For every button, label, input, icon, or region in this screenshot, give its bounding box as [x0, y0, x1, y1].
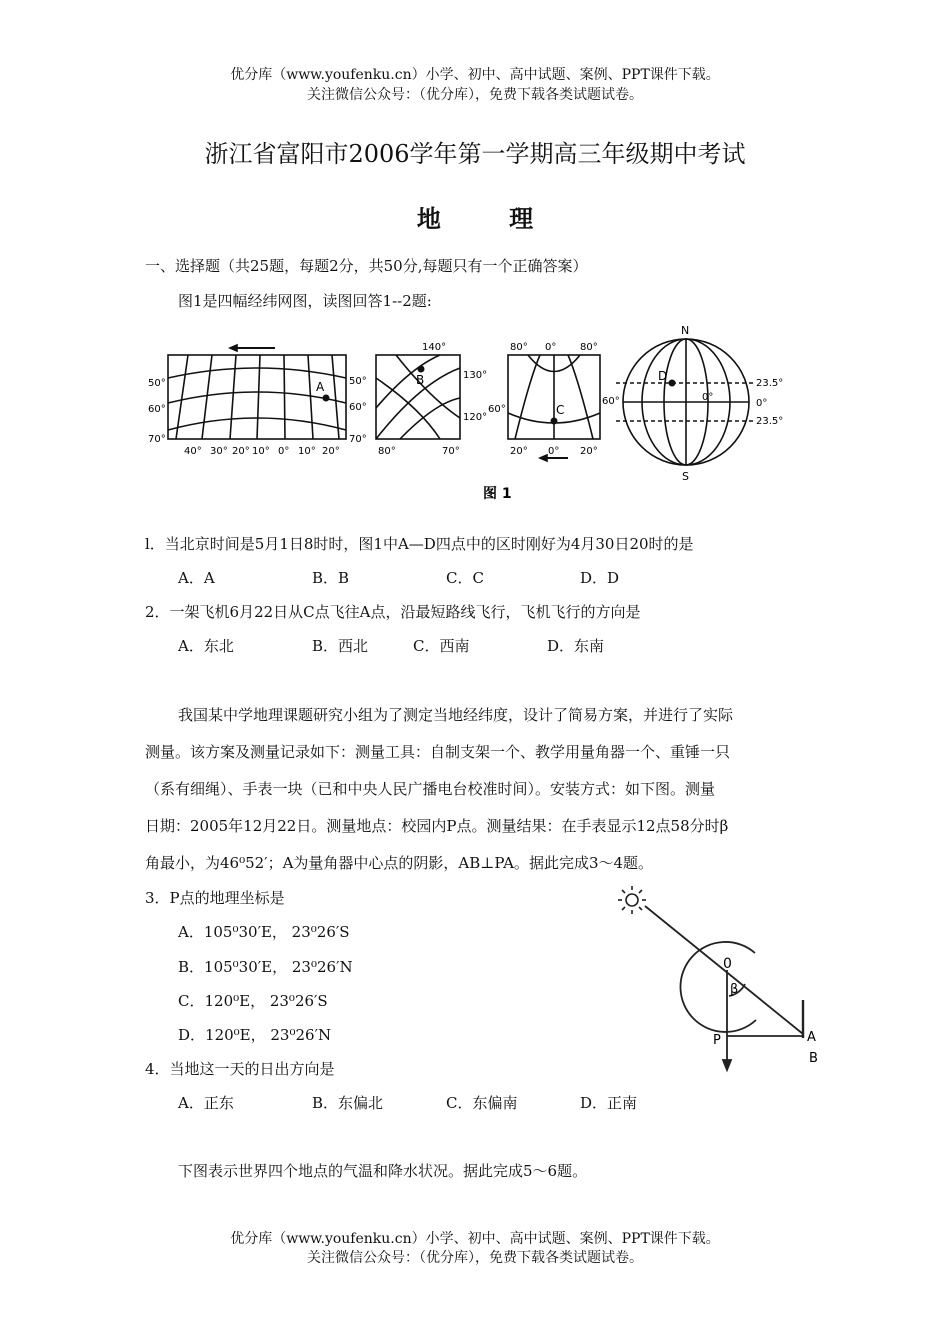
map1-lon-5: 0° — [278, 446, 290, 457]
footer-line-2: 关注微信公众号：（优分库），免费下载各类试题试卷。 — [307, 1250, 643, 1266]
q1-option-d: D．D — [580, 569, 620, 587]
map1-lon-6: 10° — [298, 446, 316, 457]
q4-option-d: D．正南 — [580, 1094, 638, 1112]
diagram-label-a: A — [807, 1030, 816, 1045]
q1-option-c: C．C — [446, 569, 484, 587]
map2-bottom-lon-2: 70° — [442, 446, 460, 457]
map2-bottom-lon-1: 80° — [378, 446, 396, 457]
header-line-1: 优分库（www.youfenku.cn）小学、初中、高中试题、案例、PPT课件下载。 — [230, 67, 720, 83]
map1-left-lat-1: 50° — [148, 378, 166, 389]
map1-right-lat-2: 60° — [349, 402, 367, 413]
map2-right-lat-2: 120° — [463, 412, 488, 423]
question-1-stem: l．当北京时间是5月1日8时时，图1中A—D四点中的区时刚好为4月30日20时的是 — [145, 535, 694, 553]
q2-option-c: C．西南 — [413, 637, 470, 655]
question-3-stem: 3．P点的地理坐标是 — [145, 889, 285, 907]
passage-line-5: 角最小，为46⁰52′；A为量角器中心点的阴影，AB⊥PA。据此完成3～4题。 — [145, 854, 654, 872]
diagram-label-b: B — [809, 1051, 818, 1066]
map-4 — [616, 339, 756, 465]
q3-option-a: A．105⁰30′E， 23⁰26′S — [178, 923, 350, 941]
map3-point-label: C — [556, 403, 565, 417]
map2-point — [418, 366, 425, 373]
map3-bottom-lon-3: 20° — [580, 446, 598, 457]
question-4-stem: 4．当地这一天的日出方向是 — [145, 1060, 335, 1078]
map3-bottom-lon-2: 0° — [548, 446, 560, 457]
q2-option-b: B．西北 — [312, 637, 369, 655]
map4-point-label: D — [658, 369, 668, 383]
map3-top-lon-1: 80° — [510, 342, 528, 353]
map3-left-lat: 60° — [488, 404, 506, 415]
q4-option-a: A．正东 — [178, 1094, 234, 1112]
map3-top-lon-3: 80° — [580, 342, 598, 353]
q1-option-a: A．A — [178, 569, 215, 587]
map2-top-lon: 140° — [422, 342, 447, 353]
q3-option-b: B．105⁰30′E， 23⁰26′N — [178, 958, 353, 976]
map1-point-label: A — [316, 380, 325, 394]
next-section-intro: 下图表示世界四个地点的气温和降水状况。据此完成5～6题。 — [178, 1162, 588, 1180]
map1-lon-3: 20° — [232, 446, 250, 457]
map3-bottom-lon-1: 20° — [510, 446, 528, 457]
map2-right-lat-1: 130° — [463, 370, 488, 381]
q2-option-d: D．东南 — [547, 637, 605, 655]
diagram-label-o: 0 — [723, 956, 732, 972]
diagram-lines — [645, 906, 803, 1070]
figure-1 — [140, 318, 800, 508]
map1-lon-7: 20° — [322, 446, 340, 457]
map1-right-lat-1: 50° — [349, 376, 367, 387]
map1-lon-2: 30° — [210, 446, 228, 457]
map3-top-lon-2: 0° — [545, 342, 557, 353]
diagram-label-beta: β — [730, 982, 739, 997]
map4-point — [669, 380, 676, 387]
q2-option-a: A．东北 — [178, 637, 234, 655]
header-line-2: 关注微信公众号：（优分库），免费下载各类试题试卷。 — [307, 87, 643, 103]
passage-line-1: 我国某中学地理课题研究小组为了测定当地经纬度，设计了简易方案，并进行了实际 — [178, 706, 734, 724]
map4-center-label: 0° — [702, 392, 714, 403]
footer-line-1: 优分库（www.youfenku.cn）小学、初中、高中试题、案例、PPT课件下载。 — [230, 1231, 720, 1247]
map3-right-lat: 60° — [602, 396, 620, 407]
map1-right-lat-3: 70° — [349, 434, 367, 445]
figure-caption: 图 1 — [483, 486, 512, 502]
diagram-label-p: P — [713, 1033, 721, 1048]
map4-north: N — [681, 324, 690, 337]
map1-point — [323, 395, 330, 402]
q3-option-d: D．120⁰E， 23⁰26′N — [178, 1026, 332, 1044]
subject-title: 地 理 — [416, 204, 564, 233]
sun-icon — [618, 886, 646, 914]
passage-line-3: （系有细绳）、手表一块（已和中央人民广播电台校准时间）。安装方式：如下图。测量 — [145, 780, 716, 798]
q4-option-b: B．东偏北 — [312, 1094, 384, 1112]
map4-lat-3: 23.5° — [756, 416, 784, 427]
map4-lat-2: 0° — [756, 398, 768, 409]
map4-lat-1: 23.5° — [756, 378, 784, 389]
map4-south: S — [682, 470, 689, 483]
question-2-stem: 2．一架飞机6月22日从C点飞往A点，沿最短路线飞行，飞机飞行的方向是 — [145, 603, 641, 621]
map1-left-lat-2: 60° — [148, 404, 166, 415]
map1-lon-4: 10° — [252, 446, 270, 457]
map3-point — [551, 418, 558, 425]
q3-option-c: C．120⁰E， 23⁰26′S — [178, 992, 328, 1010]
figure-intro: 图1是四幅经纬网图，读图回答1--2题: — [178, 292, 432, 310]
exam-title: 浙江省富阳市2006学年第一学期高三年级期中考试 — [204, 140, 746, 168]
map1-lon-1: 40° — [184, 446, 202, 457]
q4-option-c: C．东偏南 — [446, 1094, 518, 1112]
passage-line-2: 测量。该方案及测量记录如下：测量工具：自制支架一个、教学用量角器一个、重锤一只 — [145, 743, 731, 761]
map1-left-lat-3: 70° — [148, 434, 166, 445]
measurement-diagram — [605, 878, 835, 1078]
map2-point-label: B — [416, 373, 425, 387]
passage-line-4: 日期：2005年12月22日。测量地点：校园内P点。测量结果：在手表显示12点58分时β — [145, 817, 729, 835]
section-heading: 一、选择题（共25题，每题2分，共50分,每题只有一个正确答案） — [145, 257, 588, 275]
q1-option-b: B．B — [312, 569, 350, 587]
